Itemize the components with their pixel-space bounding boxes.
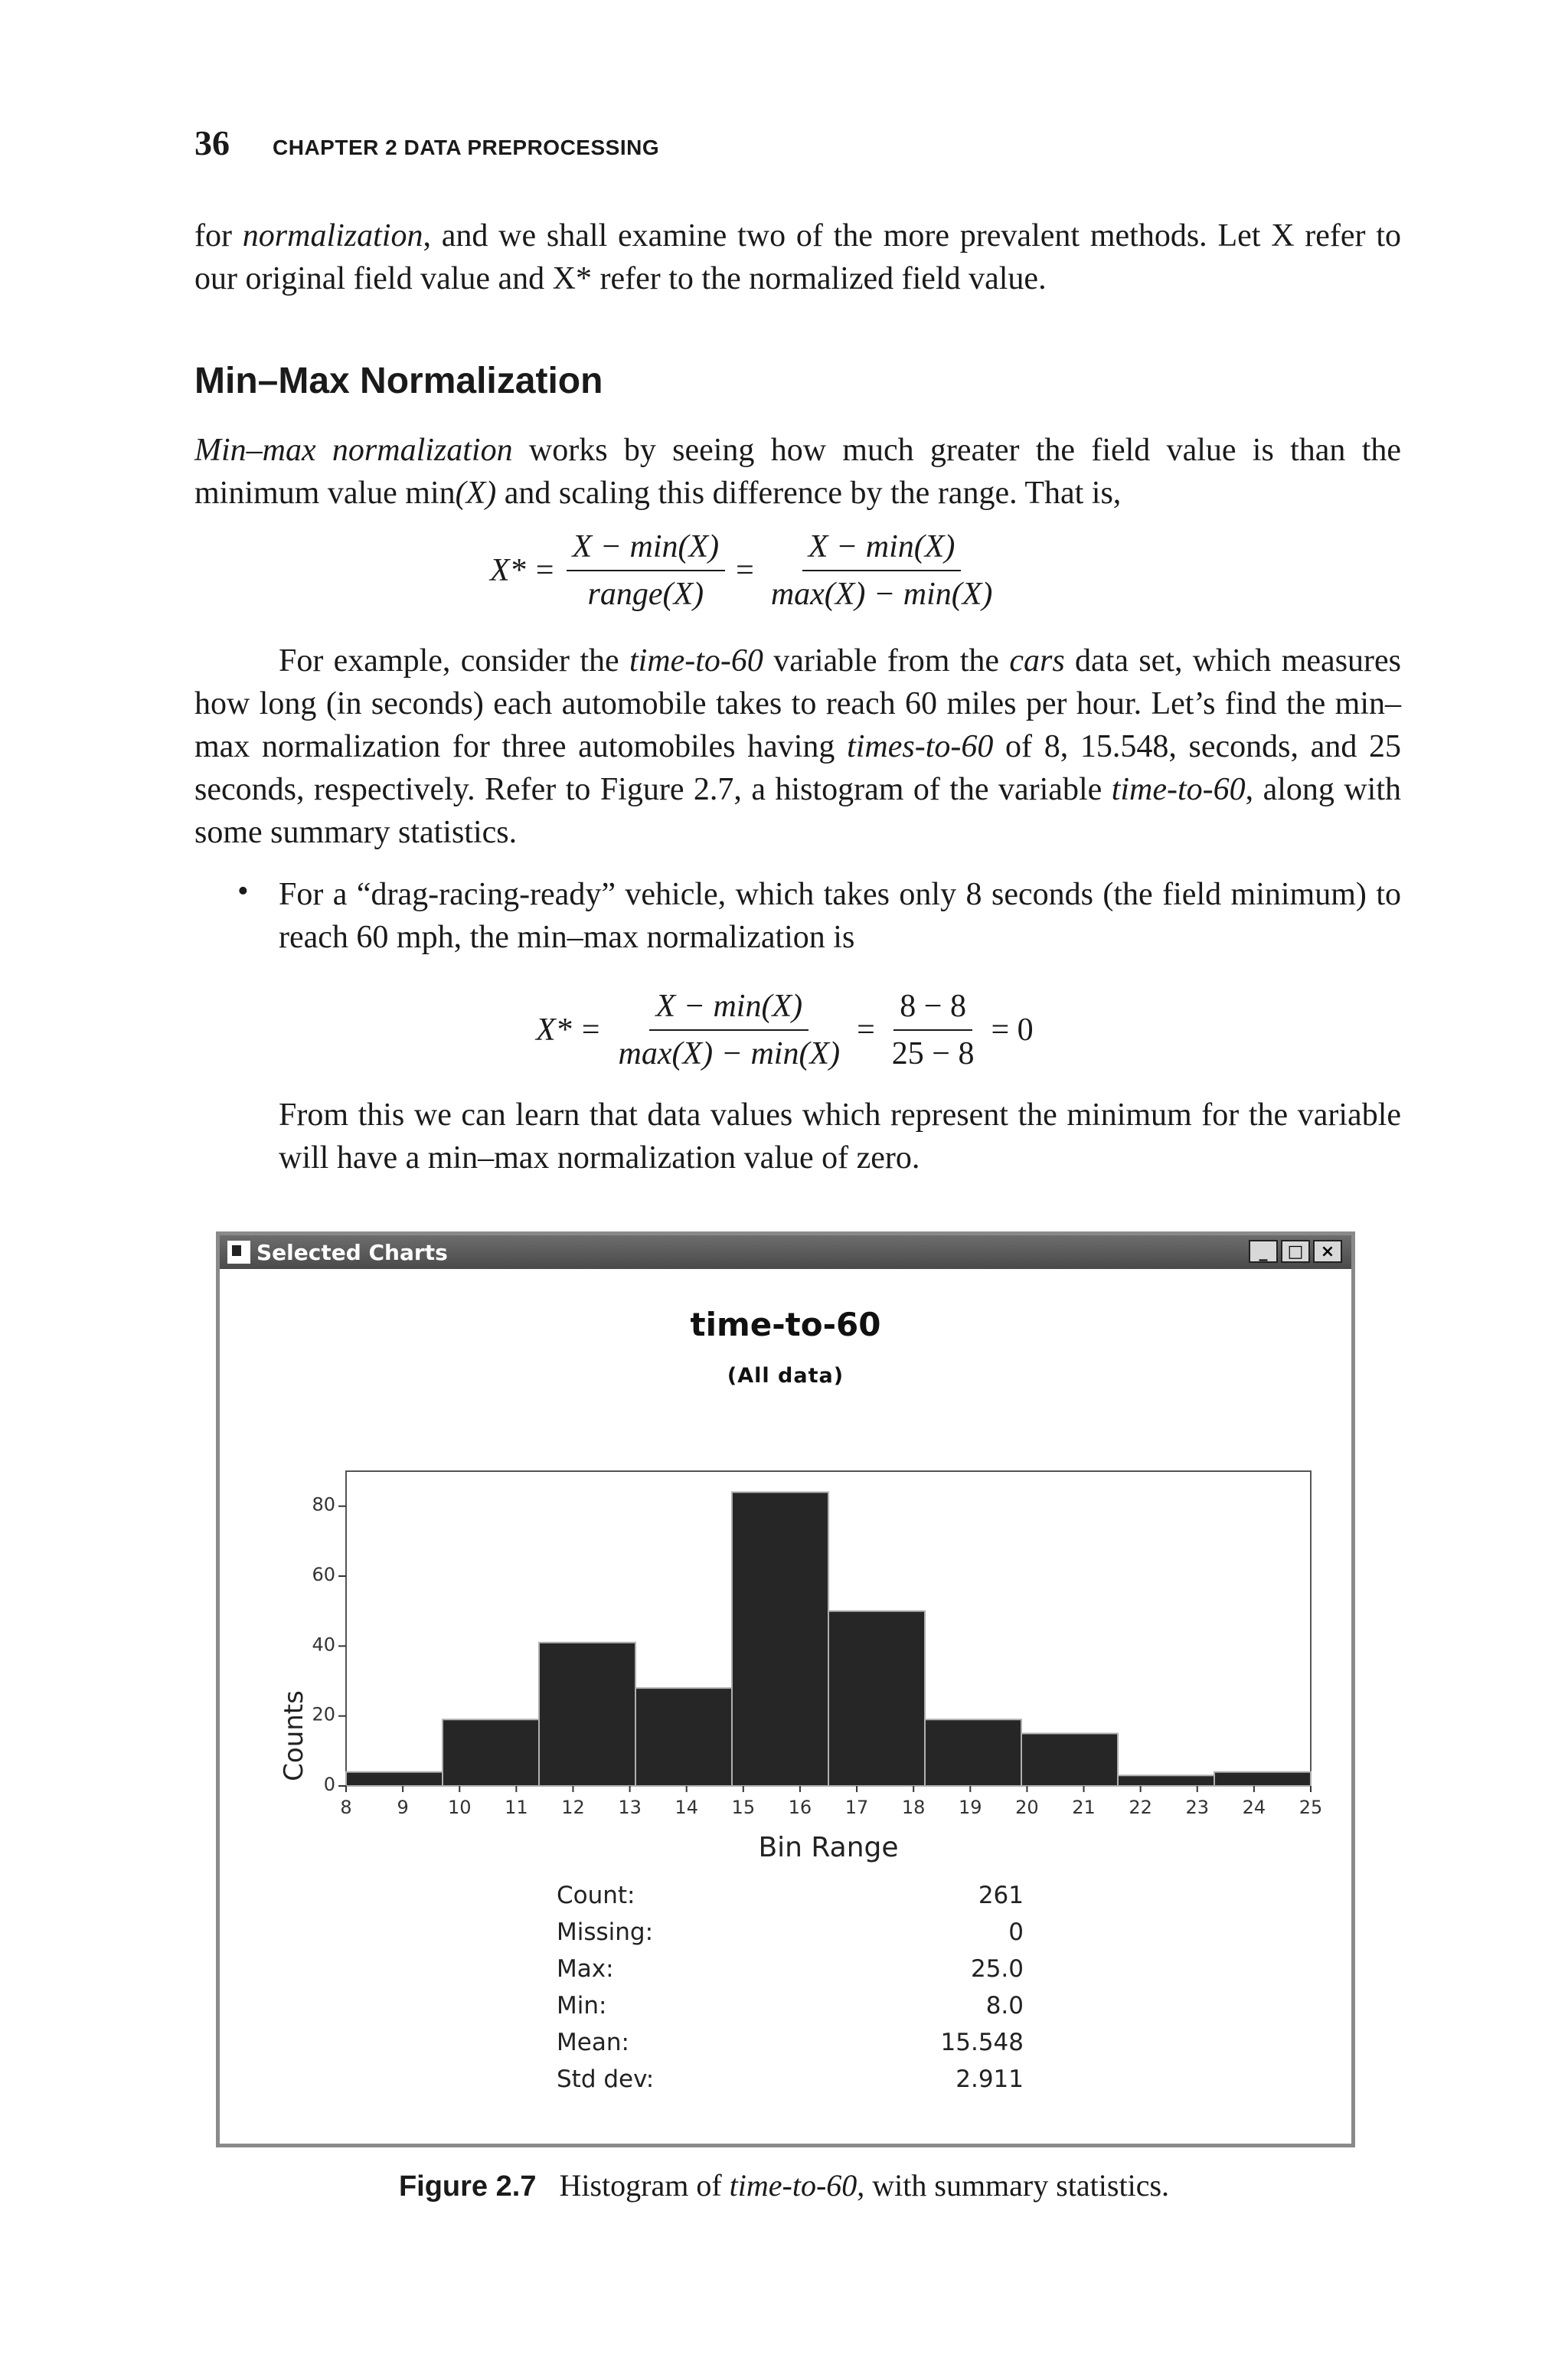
figure-label: Figure 2.7 [398,2170,537,2203]
y-tick-label: 0 [323,1774,335,1795]
eq-numerator: X − min(X) [649,988,808,1031]
text-run: and scaling this difference by the range. That is, [496,476,1122,511]
stat-row [557,1987,1024,2024]
x-tick-label: 17 [844,1797,869,1818]
eq-numerator: X − min(X) [567,528,726,571]
histogram-bar [635,1688,732,1786]
eq-fraction [612,988,847,1072]
x-tick-label: 22 [1129,1797,1152,1818]
stat-value: 25.0 [970,1955,1024,1983]
text-run-italic: cars [1009,643,1065,679]
chart-subtitle: (All data) [727,1364,844,1388]
text-run: , and we shall examine two of the more prevalent methods. Let X refer to our original field value and X* refer to the normalized field value. [194,218,1401,296]
caption-text-italic: time-to-60 [729,2168,858,2203]
summary-statistics [557,1877,1024,2098]
text-run-italic: Min–max normalization [194,433,513,468]
y-tick-label: 60 [312,1564,335,1585]
text-run: data set, which measures how long (in seconds) each automobile takes to reach 60 miles per hour. Let’s find the min–max normalization for three automobiles having [194,643,1402,764]
x-tick-label: 20 [1015,1797,1039,1818]
eq-lhs: X* = [490,553,556,588]
x-tick-label: 18 [901,1797,926,1818]
text-run: , along with some summary statistics. [194,772,1401,850]
histogram-bar [1021,1734,1118,1787]
stat-label: Std dev: [557,2065,655,2093]
text-run: for [194,218,243,253]
y-tick-label: 40 [312,1634,335,1656]
equation-minmax-formula [490,528,1009,613]
stat-value: 2.911 [956,2065,1024,2093]
x-tick-label: 15 [731,1797,756,1818]
x-axis-label: Bin Range [758,1832,899,1863]
minimize-button[interactable]: _ [1249,1240,1278,1263]
text-run-italic: (X) [455,476,497,511]
page-number: 36 [194,123,230,162]
eq-numerator: 8 − 8 [893,988,972,1031]
selected-charts-window [216,1231,1355,2147]
eq-fraction [765,528,999,613]
stat-label: Count: [557,1882,635,1909]
stat-row [557,1877,1024,1914]
stat-row [557,2024,1024,2061]
caption-text: Histogram of [559,2168,730,2203]
stat-row [557,1951,1024,1987]
stat-value: 15.548 [940,2029,1024,2056]
eq-numerator: X − min(X) [802,528,962,571]
x-tick-label: 8 [340,1797,352,1818]
text-run-italic: time-to-60 [1111,772,1246,807]
x-tick-label: 23 [1185,1797,1210,1818]
figure-caption [0,2167,1568,2203]
histogram-bar [828,1611,925,1786]
paragraph-intro [194,214,1401,300]
histogram-bar [732,1492,828,1786]
eq-lhs: X* = [536,1012,602,1048]
text-run-italic: times-to-60 [847,729,994,764]
paragraph-minmax-definition [194,429,1401,515]
stat-label: Missing: [557,1918,654,1946]
eq-result: = 0 [991,1012,1034,1048]
text-run: of 8, 15.548, seconds, and 25 seconds, respectively. Refer to Figure 2.7, a histogram of the variable [194,729,1401,807]
histogram-bar [443,1719,539,1786]
paragraph-example [194,639,1401,854]
eq-denominator: max(X) − min(X) [618,1036,841,1071]
stat-label: Mean: [557,2029,629,2056]
x-tick-label: 19 [959,1797,982,1818]
text-run-italic: time-to-60 [629,643,763,679]
equation-minimum-example [536,988,1034,1072]
eq-fraction [886,988,981,1072]
text-run: For example, consider the [279,643,629,679]
chapter-title: CHAPTER 2 DATA PREPROCESSING [273,136,660,159]
eq-denominator: max(X) − min(X) [770,577,993,612]
stat-value: 261 [978,1882,1024,1909]
y-tick-label: 80 [312,1493,335,1516]
stat-value: 0 [1008,1918,1024,1946]
bullet-marker: • [237,874,249,909]
text-run: works by seeing how much greater the field value is than the minimum value min [194,433,1402,511]
y-tick-label: 20 [312,1703,335,1725]
stat-value: 8.0 [985,1992,1024,2020]
x-tick-label: 13 [618,1797,642,1818]
x-tick-label: 9 [397,1797,409,1818]
maximize-button[interactable]: □ [1281,1240,1310,1263]
histogram-bar [1118,1775,1214,1786]
paragraph-conclusion: From this we can learn that data values which represent the minimum for the variable will have a min–max normalization value of zero. [279,1097,1401,1176]
eq-equals: = [857,1012,875,1048]
eq-fraction [567,528,726,613]
histogram-bar [1214,1772,1311,1786]
x-tick-label: 11 [505,1797,528,1818]
x-tick-label: 16 [788,1797,812,1818]
close-button[interactable]: × [1313,1240,1342,1263]
x-tick-label: 21 [1072,1797,1096,1818]
histogram-chart [220,1235,1351,1863]
stat-row [557,2061,1024,2098]
caption-text: , with summary statistics. [857,2168,1170,2203]
section-heading: Min–Max Normalization [194,361,603,401]
stat-row [557,1914,1024,1951]
eq-equals: = [736,553,754,588]
histogram-bar [539,1643,635,1786]
x-tick-label: 24 [1242,1797,1266,1818]
x-tick-label: 10 [447,1797,472,1818]
chart-title: time-to-60 [690,1306,881,1343]
histogram-bar [346,1772,443,1786]
y-axis-label: Counts [279,1690,309,1781]
bullet-text: For a “drag-racing-ready” vehicle, which takes only 8 seconds (the field minimum) to reach 60 mph, the min–max normalization is [279,877,1401,955]
stat-label: Min: [557,1992,607,2020]
eq-denominator: range(X) [587,577,704,612]
running-header [194,123,659,168]
eq-denominator: 25 − 8 [891,1036,975,1071]
text-run: variable from the [763,643,1010,679]
x-tick-label: 25 [1298,1797,1323,1818]
histogram-bar [925,1719,1021,1786]
x-tick-label: 14 [675,1797,698,1818]
window-title: Selected Charts [256,1239,448,1265]
text-run-italic: normalization [242,218,423,253]
x-tick-label: 12 [561,1797,585,1818]
stat-label: Max: [557,1955,614,1983]
